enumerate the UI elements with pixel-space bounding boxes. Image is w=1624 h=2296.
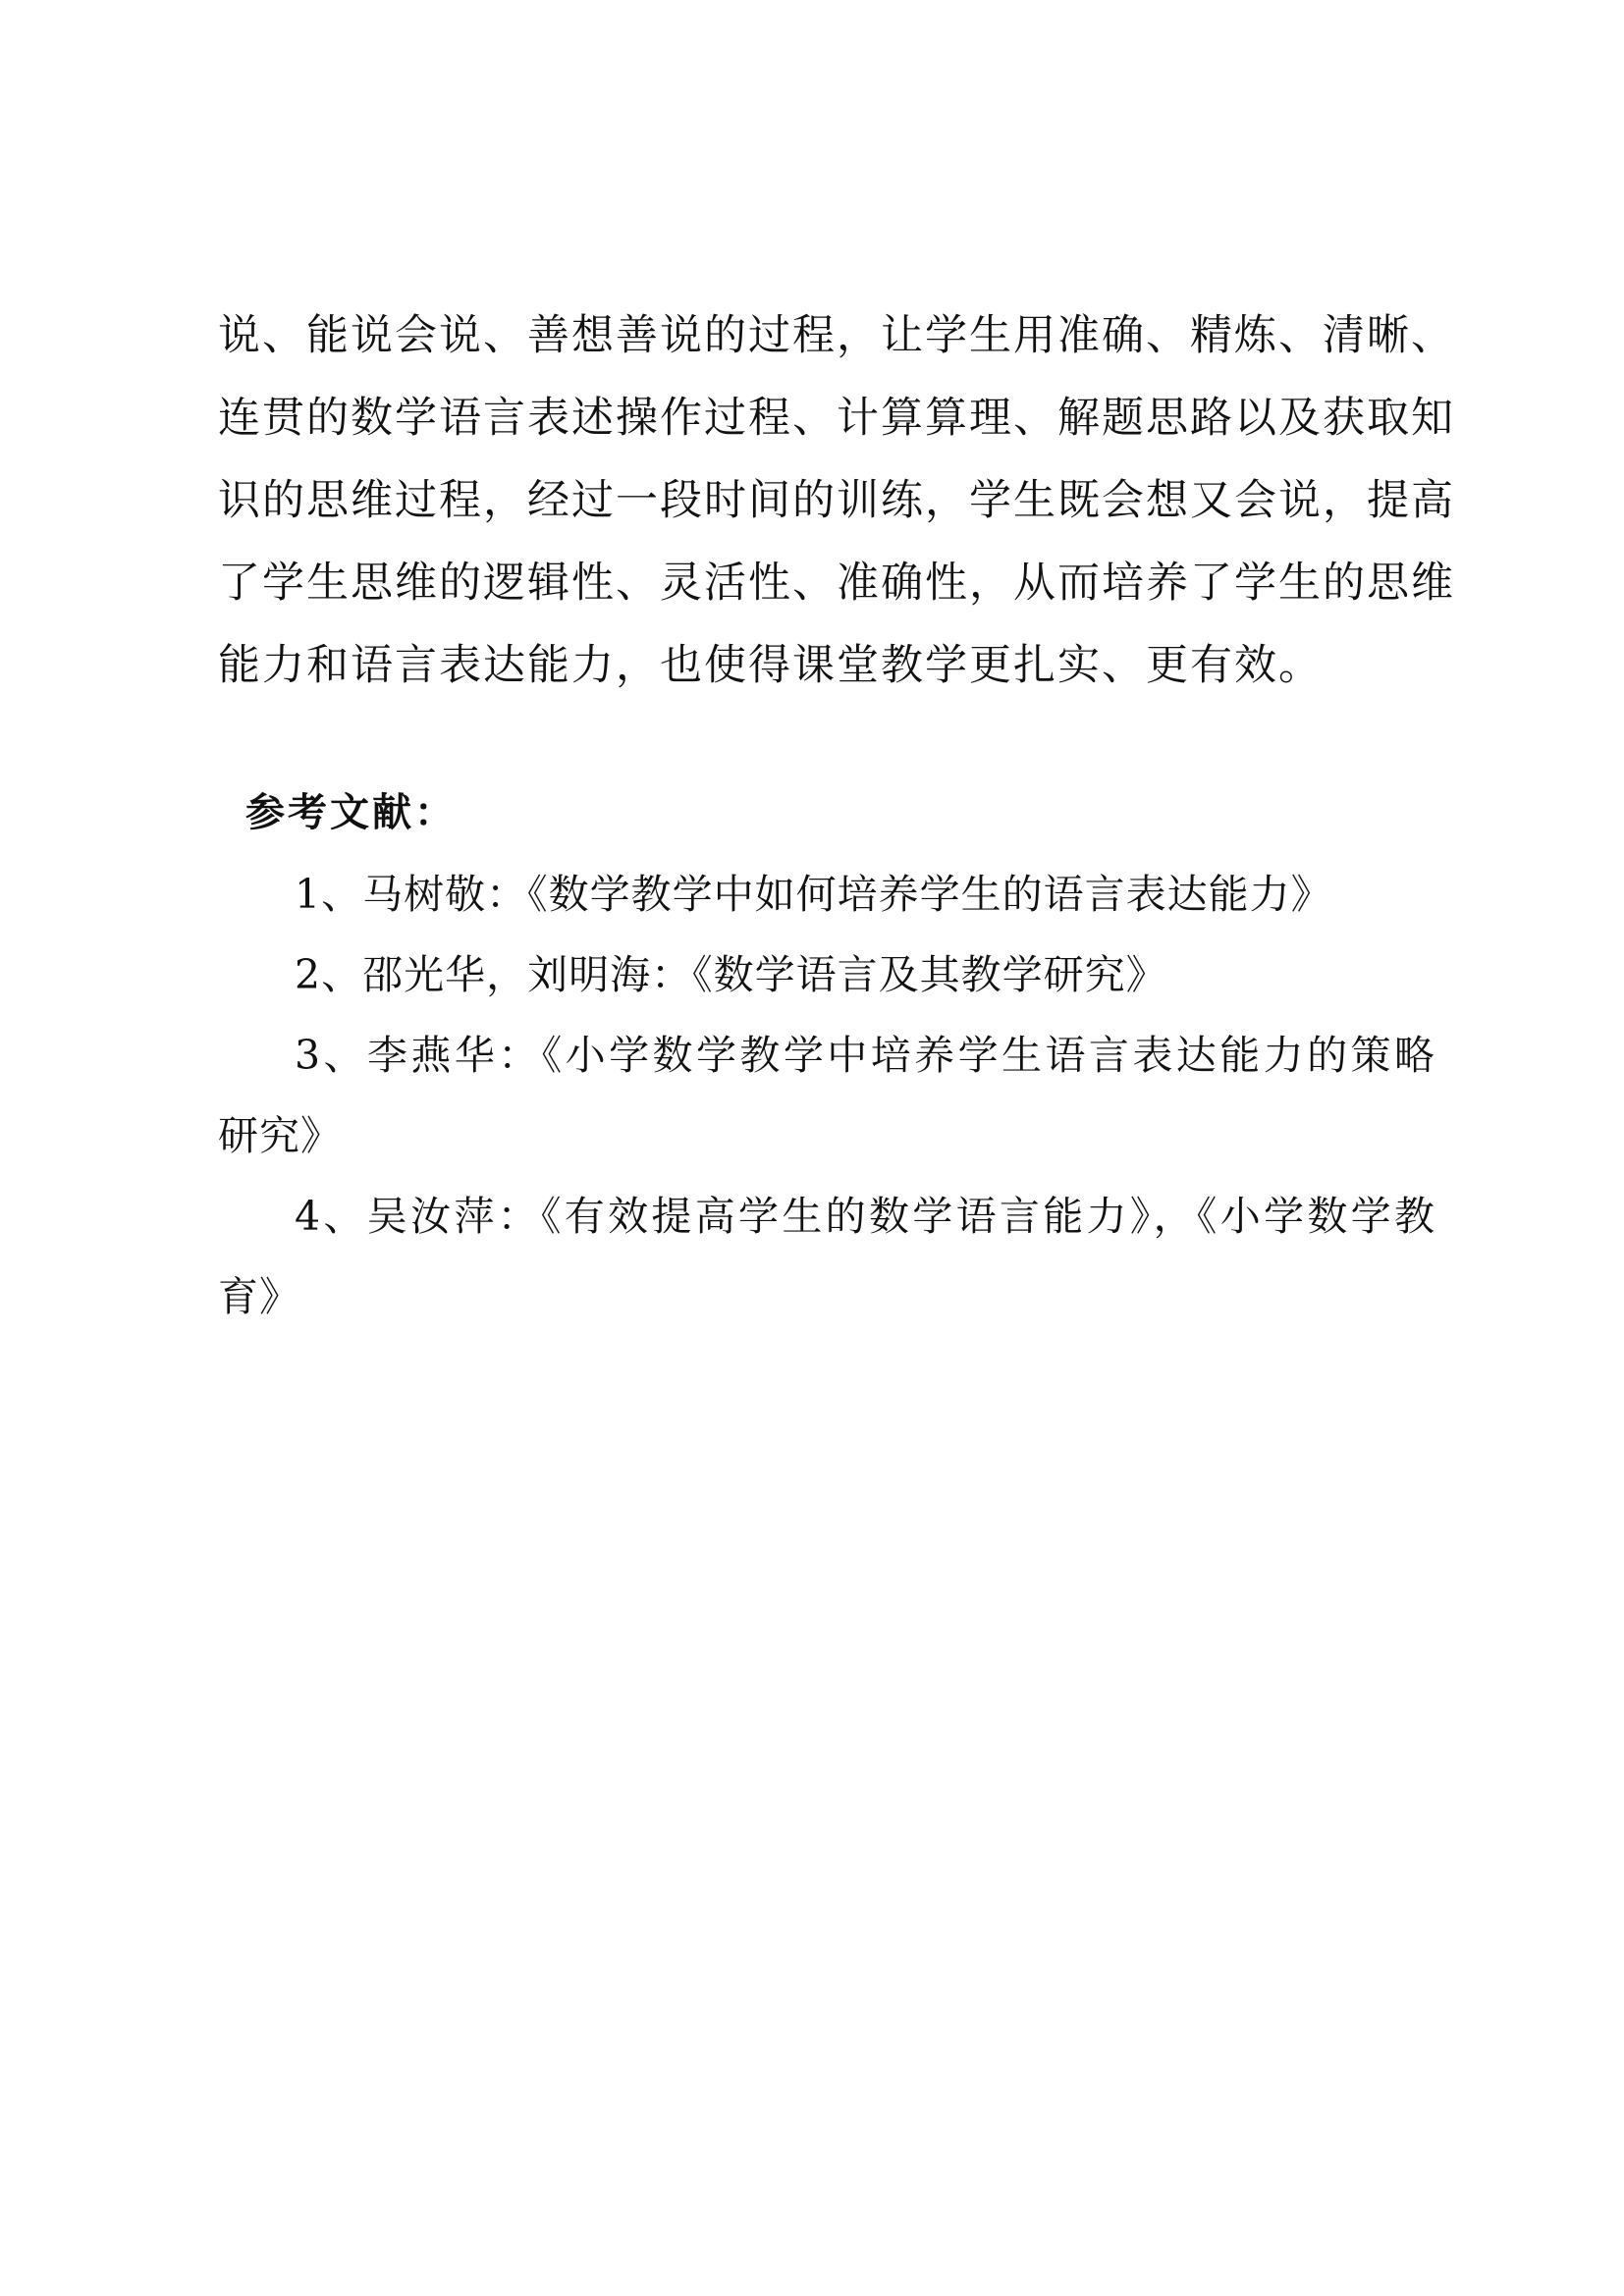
references-heading: 参考文献： <box>245 790 457 835</box>
reference-item <box>218 854 1435 934</box>
paragraph-line: 了学生思维的逻辑性、灵活性、准确性，从而培养了学生的思维 <box>218 559 1455 608</box>
reference-line: 3、李燕华：《小学数学教学中培养学生语言表达能力的策略 <box>295 1032 1435 1079</box>
reference-line: 4、吴汝萍：《有效提高学生的数学语言能力》，《小学数学教 <box>295 1193 1435 1240</box>
reference-line: 1、马树敬：《数学教学中如何培养学生的语言表达能力》 <box>295 871 1332 918</box>
reference-line: 研究》 <box>218 1112 342 1159</box>
paragraph-line: 能力和语言表达能力，也使得课堂教学更扎实、更有效。 <box>218 641 1323 690</box>
paragraph-line: 连贯的数学语言表述操作过程、计算算理、解题思路以及获取知 <box>218 394 1455 443</box>
body-paragraph <box>218 294 1455 707</box>
reference-line: 育》 <box>218 1273 300 1320</box>
reference-item <box>218 934 1435 1015</box>
reference-line: 2、邵光华，刘明海：《数学语言及其教学研究》 <box>295 951 1167 998</box>
paragraph-line: 识的思维过程，经过一段时间的训练，学生既会想又会说，提高 <box>218 476 1455 525</box>
reference-item <box>218 1015 1435 1176</box>
reference-item <box>218 1176 1435 1337</box>
paragraph-line: 说、能说会说、善想善说的过程，让学生用准确、精炼、清晰、 <box>218 311 1455 360</box>
references-list <box>218 854 1435 1337</box>
